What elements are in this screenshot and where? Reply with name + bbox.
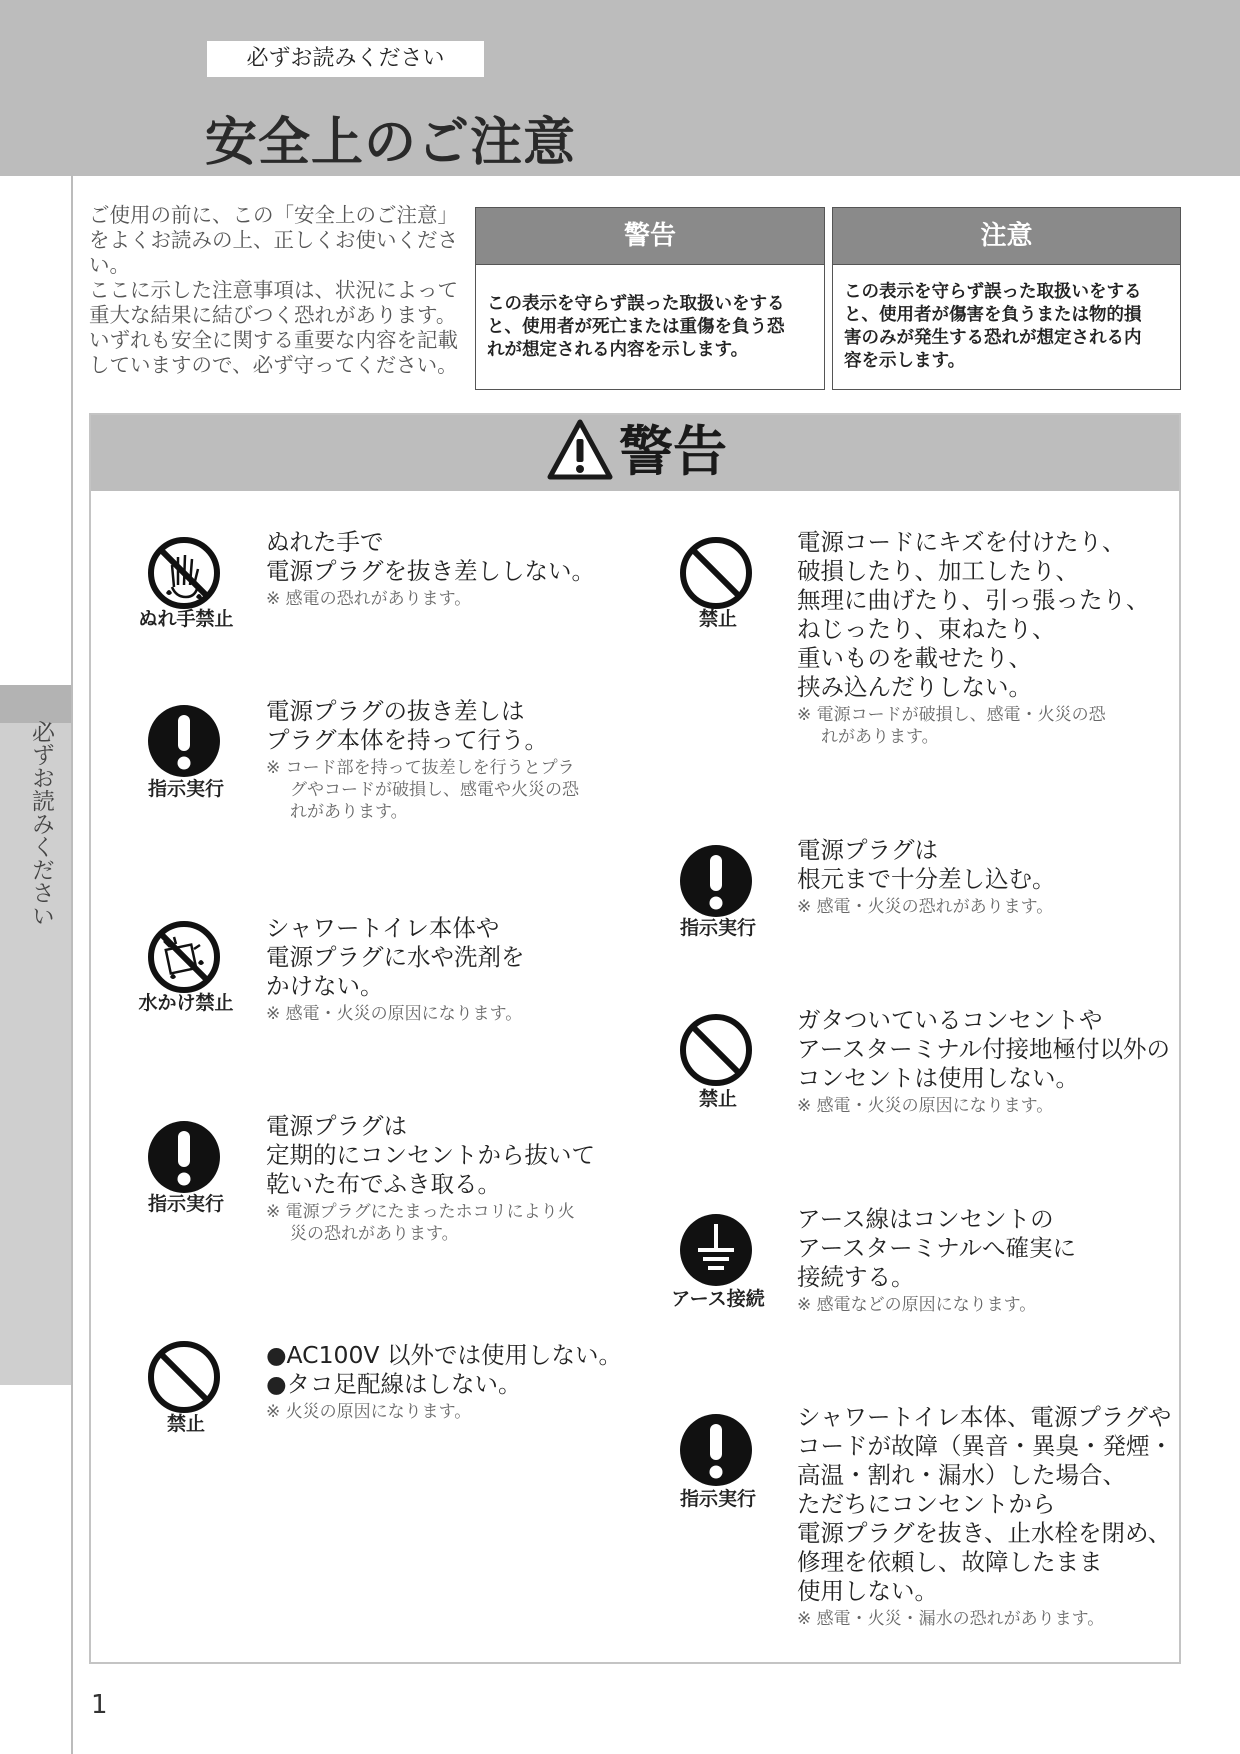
warning-text-line: プラグ本体を持って行う。: [266, 726, 548, 754]
warning-note-line: れがあります。: [290, 802, 408, 822]
definition-line: と、使用者が死亡または重傷を負う恐: [487, 317, 785, 337]
warning-text-line: 無理に曲げたり、引っ張ったり、: [797, 586, 1150, 614]
page-header: [0, 0, 1240, 176]
warning-definition-box: [475, 207, 825, 390]
warning-text-line: 修理を依頼し、故障したまま: [797, 1548, 1103, 1576]
intro-line: ここに示した注意事項は、状況によって: [89, 278, 458, 302]
warning-note-line: ※ 感電の恐れがあります。: [266, 589, 472, 609]
warning-text-line: 使用しない。: [797, 1577, 938, 1605]
warning-triangle-icon: [547, 419, 613, 481]
definition-line: この表示を守らず誤った取扱いをする: [844, 282, 1142, 302]
warning-text-line: 電源プラグを抜き差ししない。: [266, 557, 595, 585]
warning-text-line: 電源コードにキズを付けたり、: [797, 528, 1126, 556]
intro-line: をよくお読みの上、正しくお使いくださ: [89, 228, 458, 252]
warning-text-line: 電源プラグの抜き差しは: [266, 697, 525, 725]
intro-line: ご使用の前に、この「安全上のご注意」: [89, 203, 458, 227]
definition-line: れが想定される内容を示します。: [487, 340, 749, 360]
mandatory-action-icon: [146, 1119, 222, 1199]
warning-note-line: グやコードが破損し、感電や火災の恐: [290, 780, 579, 800]
icon-label: アース接続: [671, 1288, 765, 1310]
warning-note-line: ※ 感電・火災の原因になります。: [266, 1004, 523, 1024]
mandatory-action-icon: [678, 843, 754, 923]
mandatory-action-icon: [146, 703, 222, 783]
warning-note-line: れがあります。: [821, 727, 939, 747]
warning-text-line: 接続する。: [797, 1263, 915, 1291]
definition-line: と、使用者が傷害を負うまたは物的損: [844, 305, 1142, 325]
must-read-tag: 必ずお読みください: [207, 41, 484, 77]
warning-text-line: ガタついているコンセントや: [797, 1006, 1103, 1034]
intro-line: していますので、必ず守ってください。: [89, 353, 458, 377]
mandatory-action-icon: [678, 1412, 754, 1492]
definition-line: この表示を守らず誤った取扱いをする: [487, 294, 785, 314]
warning-note-line: ※ 感電・火災の恐れがあります。: [797, 897, 1054, 917]
prohibited-icon: [678, 535, 754, 615]
icon-label: 禁止: [698, 608, 737, 630]
warning-text-line: アースターミナル付接地極付以外の: [797, 1035, 1170, 1063]
margin-rule: [71, 176, 73, 1754]
warning-text-line: 定期的にコンセントから抜いて: [266, 1141, 595, 1169]
warning-section-header: [91, 415, 1179, 491]
warning-text-line: 電源プラグは: [266, 1112, 407, 1140]
warning-text-line: ●AC100V 以外では使用しない。: [266, 1341, 622, 1369]
warning-text-line: コードが故障（異音・異臭・発煙・: [797, 1432, 1173, 1460]
warning-note-line: ※ 電源プラグにたまったホコリにより火: [266, 1202, 575, 1222]
warning-note-line: ※ コード部を持って抜差しを行うとプラ: [266, 758, 575, 778]
icon-label: 禁止: [698, 1088, 737, 1110]
side-index-label: 必ずお読みください: [28, 720, 54, 927]
icon-label: 指示実行: [679, 917, 756, 939]
warning-definition-title: 警告: [476, 208, 824, 265]
warning-text-line: ぬれた手で: [266, 528, 384, 556]
no-water-splash-icon: [146, 919, 222, 999]
warning-text-line: 高温・割れ・漏水）した場合、: [797, 1461, 1126, 1489]
warning-text-line: 電源プラグは: [797, 836, 938, 864]
warning-text-line: ねじったり、束ねたり、: [797, 615, 1056, 643]
icon-label: 指示実行: [147, 778, 224, 800]
warning-note-line: ※ 感電などの原因になります。: [797, 1295, 1037, 1315]
warning-text-line: 電源プラグを抜き、止水栓を閉め、: [797, 1519, 1172, 1547]
intro-line: い。: [89, 253, 130, 277]
page-title: 安全上のご注意: [205, 113, 577, 173]
warning-section-title: 警告: [619, 420, 727, 483]
definition-line: 害のみが発生する恐れが想定される内: [844, 328, 1142, 348]
icon-label: 指示実行: [679, 1488, 756, 1510]
warning-text-line: シャワートイレ本体、電源プラグや: [797, 1403, 1172, 1431]
prohibited-icon: [146, 1339, 222, 1419]
warning-text-line: かけない。: [266, 972, 384, 1000]
warning-note-line: ※ 電源コードが破損し、感電・火災の恐: [797, 705, 1106, 725]
intro-line: 重大な結果に結びつく恐れがあります。: [89, 303, 457, 327]
caution-definition-title: 注意: [833, 208, 1180, 265]
warning-note-line: ※ 感電・火災の原因になります。: [797, 1096, 1054, 1116]
warning-text-line: アースターミナルへ確実に: [797, 1234, 1076, 1262]
warning-text-line: ただちにコンセントから: [797, 1490, 1056, 1518]
caution-definition-body: [833, 265, 1180, 373]
warning-text-line: 破損したり、加工したり、: [797, 557, 1079, 585]
side-index-tab-cap: [0, 685, 71, 723]
warning-text-line: アース線はコンセントの: [797, 1205, 1054, 1233]
icon-label: 指示実行: [147, 1193, 224, 1215]
warning-text-line: 重いものを載せたり、: [797, 644, 1032, 672]
warning-text-line: 電源プラグに水や洗剤を: [266, 943, 525, 971]
wet-hand-prohibited-icon: [146, 535, 222, 615]
intro-line: いずれも安全に関する重要な内容を記載: [89, 328, 458, 352]
warning-text-line: コンセントは使用しない。: [797, 1064, 1079, 1092]
warning-text-line: シャワートイレ本体や: [266, 914, 500, 942]
intro-paragraph: [89, 203, 467, 378]
icon-label: 水かけ禁止: [138, 992, 234, 1014]
earth-connection-icon: [678, 1212, 754, 1292]
warning-text-line: 挟み込んだりしない。: [797, 673, 1032, 701]
warning-note-line: ※ 火災の原因になります。: [266, 1402, 472, 1422]
prohibited-icon: [678, 1012, 754, 1092]
icon-label: ぬれ手禁止: [138, 608, 234, 630]
warning-text-line: ●タコ足配線はしない。: [266, 1370, 522, 1398]
page-number: 1: [91, 1690, 108, 1720]
warning-text-line: 乾いた布でふき取る。: [266, 1170, 501, 1198]
warning-definition-body: [476, 265, 824, 362]
warning-note-line: ※ 感電・火災・漏水の恐れがあります。: [797, 1609, 1105, 1629]
warning-text-line: 根元まで十分差し込む。: [797, 865, 1056, 893]
icon-label: 禁止: [166, 1413, 205, 1435]
warning-note-line: 災の恐れがあります。: [290, 1224, 459, 1244]
definition-line: 容を示します。: [844, 351, 966, 371]
caution-definition-box: [832, 207, 1181, 390]
